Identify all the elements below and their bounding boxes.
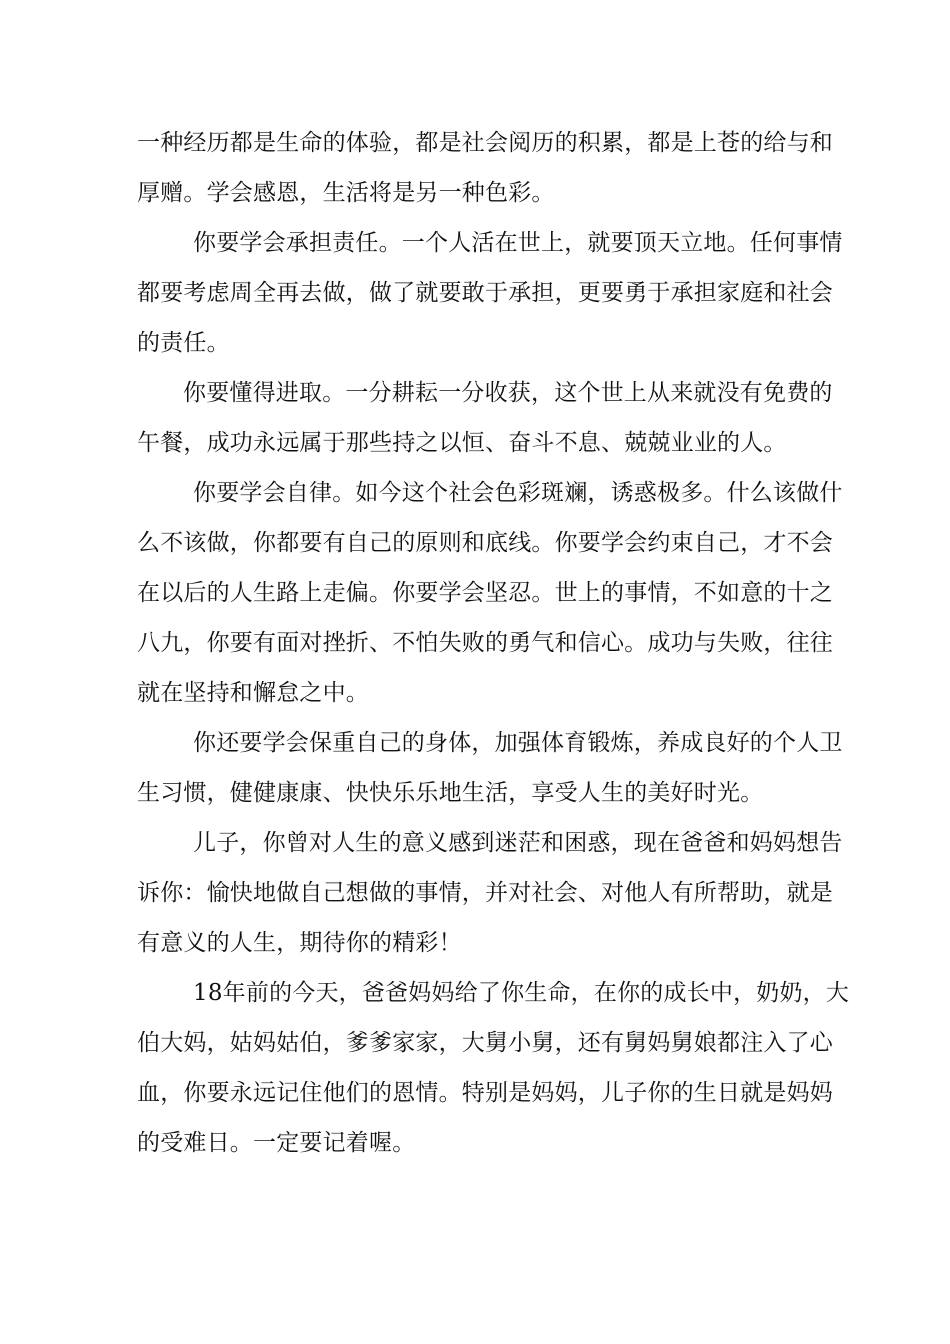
text-line: 诉你：愉快地做自己想做的事情，并对社会、对他人有所帮助，就是 bbox=[137, 880, 833, 906]
paragraph-meaning-of-life bbox=[137, 818, 843, 968]
text-line: 儿子，你曾对人生的意义感到迷茫和困惑，现在爸爸和妈妈想告 bbox=[193, 830, 843, 856]
text-line: 生习惯，健健康康、快快乐乐地生活，享受人生的美好时光。 bbox=[137, 780, 764, 806]
text-line: 你要学会自律。如今这个社会色彩斑斓，诱惑极多。什么该做什 bbox=[193, 480, 843, 506]
text-line: 八九，你要有面对挫折、不怕失败的勇气和信心。成功与失败，往往 bbox=[137, 630, 833, 656]
paragraph-gratitude bbox=[137, 118, 837, 218]
text-line: 午餐，成功永远属于那些持之以恒、奋斗不息、兢兢业业的人。 bbox=[137, 430, 787, 456]
text-line: 你还要学会保重自己的身体，加强体育锻炼，养成良好的个人卫 bbox=[193, 730, 843, 756]
paragraph-health bbox=[137, 718, 843, 818]
text-line: 伯大妈，姑妈姑伯，爹爹家家，大舅小舅，还有舅妈舅娘都注入了心 bbox=[137, 1030, 833, 1056]
text-line: 么不该做，你都要有自己的原则和底线。你要学会约束自己，才不会 bbox=[137, 530, 833, 556]
text-line: 的受难日。一定要记着喔。 bbox=[137, 1130, 416, 1156]
text-line: 厚赠。学会感恩，生活将是另一种色彩。 bbox=[137, 180, 555, 206]
text-line: 你要懂得进取。一分耕耘一分收获，这个世上从来就没有免费的 bbox=[183, 380, 833, 406]
text-line: 在以后的人生路上走偏。你要学会坚忍。世上的事情，不如意的十之 bbox=[137, 580, 833, 606]
text-line: 都要考虑周全再去做，做了就要敢于承担，更要勇于承担家庭和社会 bbox=[137, 280, 833, 306]
paragraph-responsibility bbox=[137, 218, 843, 368]
paragraph-progress bbox=[137, 368, 837, 468]
text-line: 一种经历都是生命的体验，都是社会阅历的积累，都是上苍的给与和 bbox=[137, 130, 833, 156]
text-line: 18年前的今天，爸爸妈妈给了你生命，在你的成长中，奶奶，大 bbox=[193, 980, 850, 1006]
text-line: 的责任。 bbox=[137, 330, 230, 356]
text-line: 血，你要永远记住他们的恩情。特别是妈妈，儿子你的生日就是妈妈 bbox=[137, 1080, 833, 1106]
document-body bbox=[137, 118, 850, 1168]
text-line: 就在坚持和懈怠之中。 bbox=[137, 680, 369, 706]
paragraph-birthday bbox=[137, 968, 850, 1168]
paragraph-self-discipline bbox=[137, 468, 843, 718]
text-line: 有意义的人生，期待你的精彩！ bbox=[137, 930, 462, 956]
text-line: 你要学会承担责任。一个人活在世上，就要顶天立地。任何事情 bbox=[193, 230, 843, 256]
